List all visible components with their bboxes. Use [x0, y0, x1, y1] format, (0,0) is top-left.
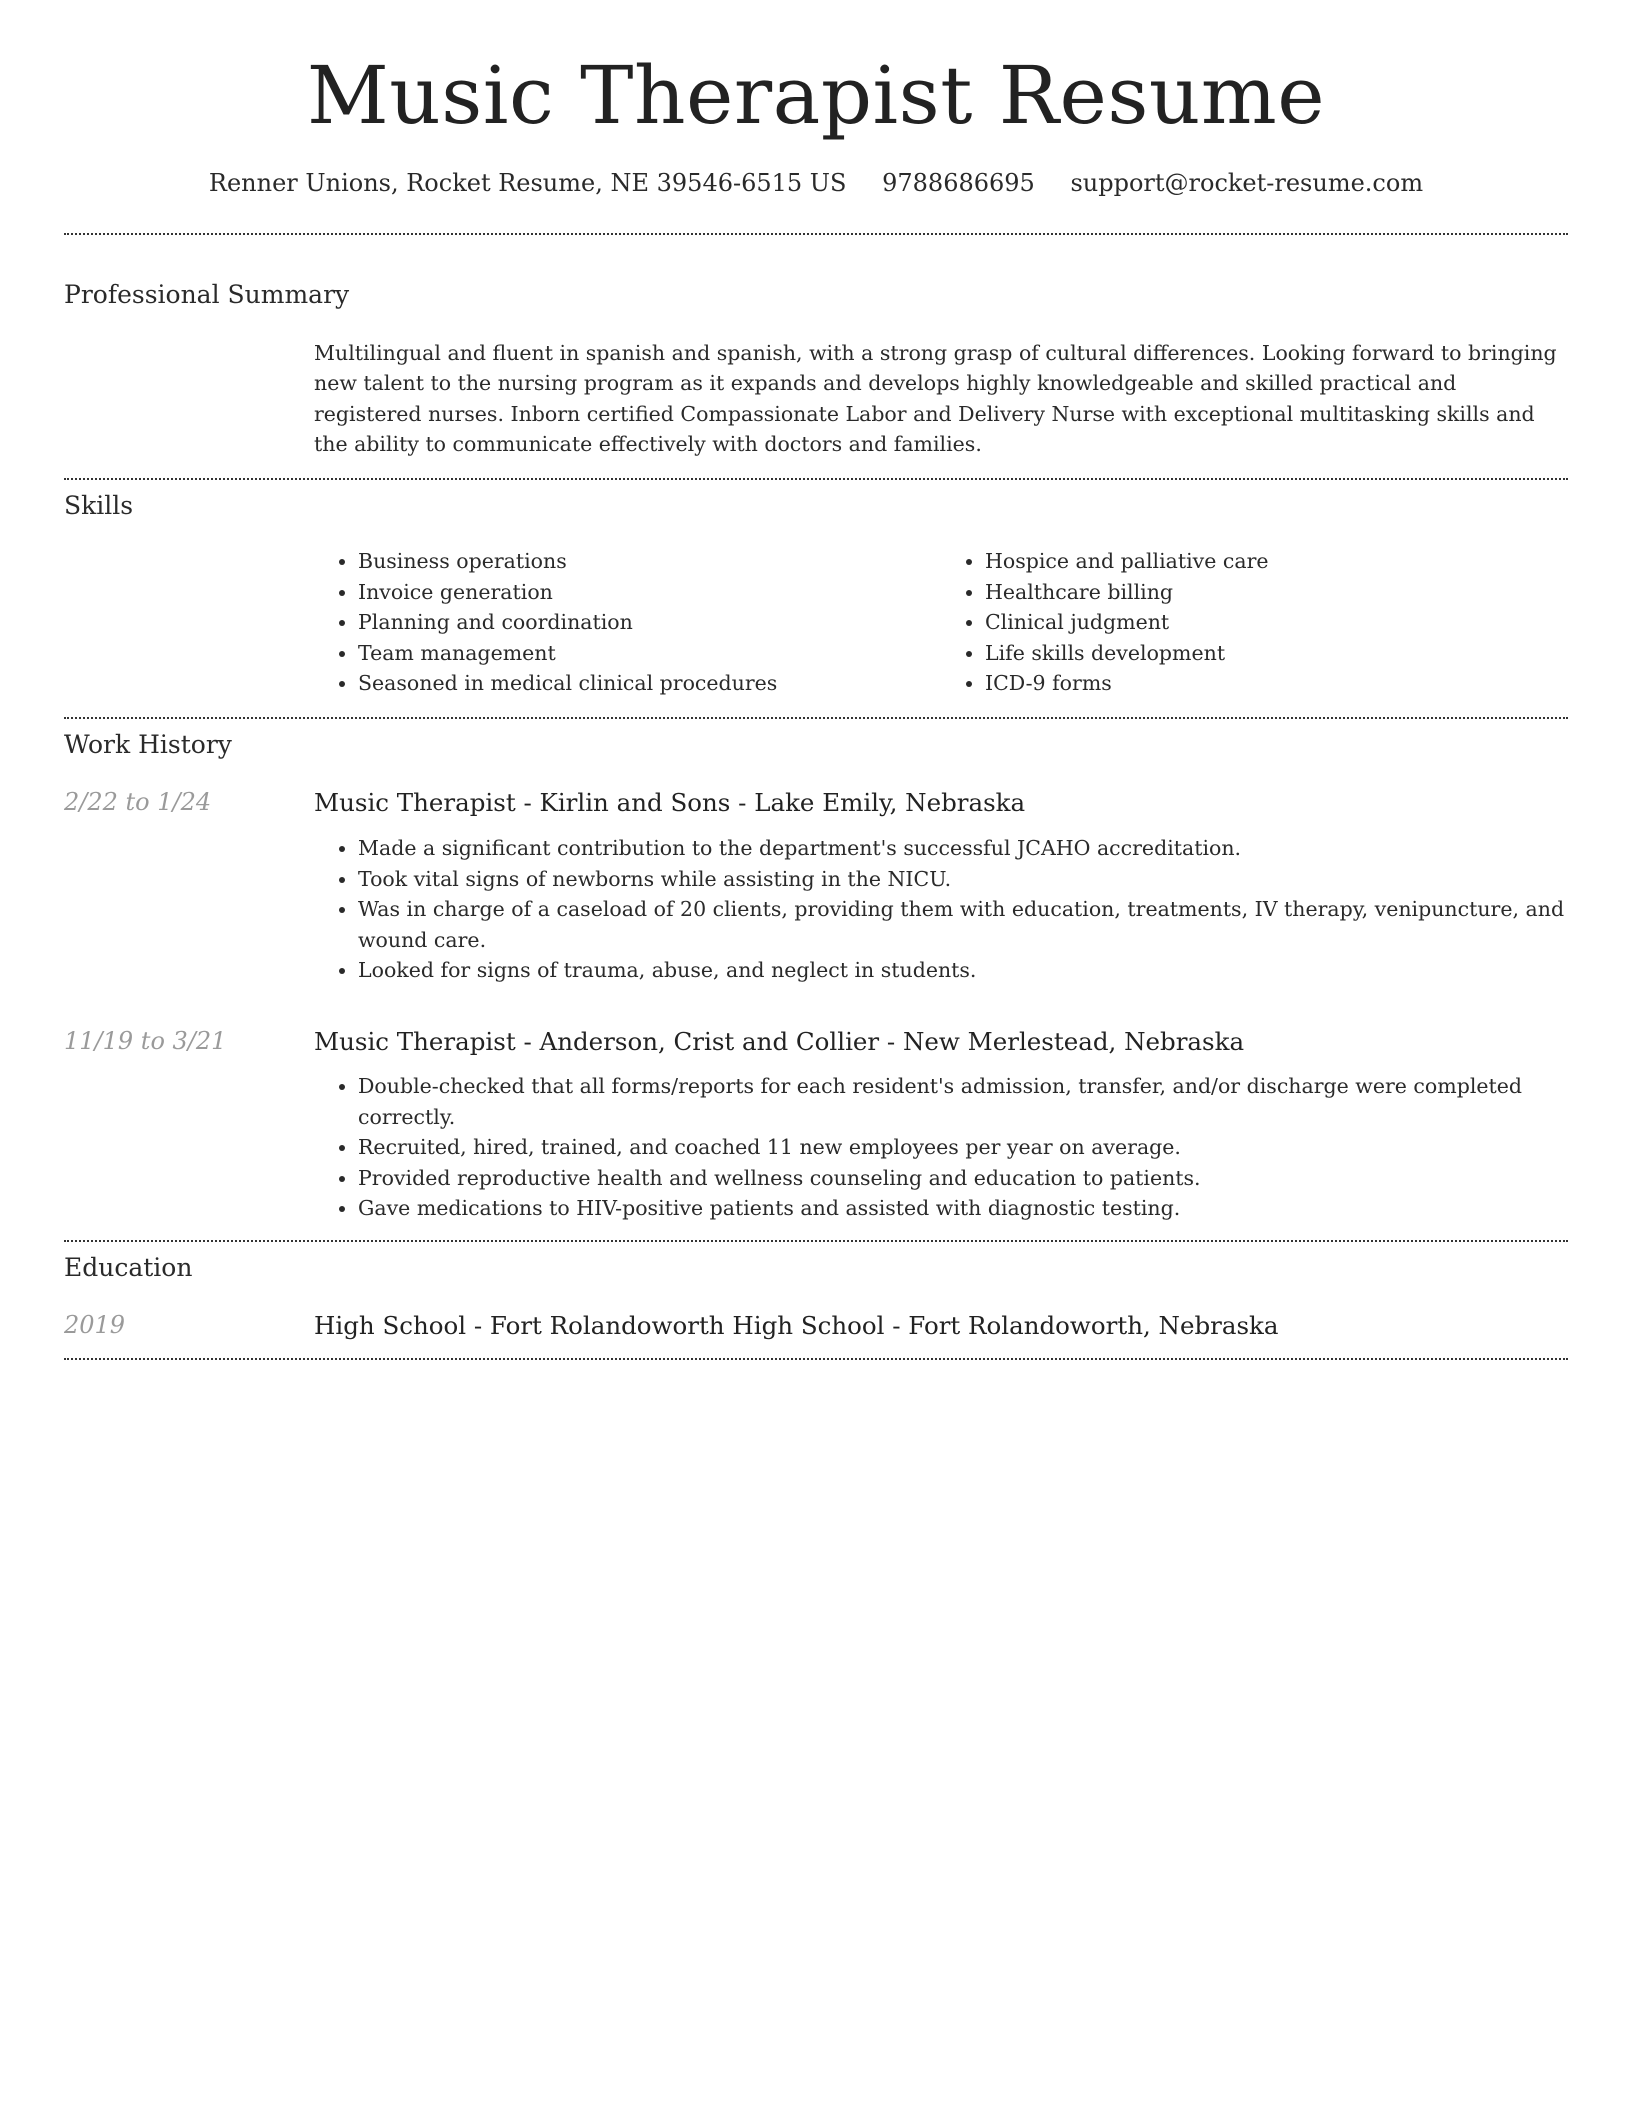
job-bullet: • Recruited, hired, trained, and coached 11 new employees per year on average. [358, 1132, 1568, 1163]
resume-page [64, 0, 1568, 1360]
job-bullet: • Looked for signs of trauma, abuse, and neglect in students. [358, 955, 1568, 986]
resume-title: Music Therapist Resume [306, 49, 1326, 142]
contact-line [64, 168, 1568, 199]
divider [64, 1358, 1568, 1360]
skills-list-right [941, 546, 1568, 699]
skill-item: • Team management [358, 638, 941, 669]
job-bullet: • Provided reproductive health and wellness counseling and education to patients. [358, 1163, 1568, 1194]
skill-item: • Healthcare billing [985, 577, 1568, 608]
skills-list-left [314, 546, 941, 699]
contact-phone: 9788686695 [882, 169, 1035, 197]
skill-item: • Hospice and palliative care [985, 546, 1568, 577]
summary-text: Multilingual and fluent in spanish and spanish, with a strong grasp of cultural differences. Looking forward to bringing new talent to the nursing program as it expands and develops highly knowledgeable and skilled practical and registered nurses. Inborn certified Compassionate Labor and Delivery Nurse with exceptional multitasking skills and the ability to communicate effectively with doctors and families. [314, 340, 1557, 457]
summary-section [64, 279, 1568, 460]
summary-heading: Professional Summary [64, 280, 350, 310]
job-title: Music Therapist - Kirlin and Sons - Lake Emily, Nebraska [314, 788, 1026, 818]
skill-item: • Seasoned in medical clinical procedures [358, 668, 941, 699]
contact-email: support@rocket-resume.com [1070, 169, 1424, 197]
education-entry [64, 1310, 1568, 1342]
skill-item: • Invoice generation [358, 577, 941, 608]
education-title: High School - Fort Rolandoworth High School - Fort Rolandoworth, Nebraska [314, 1311, 1279, 1341]
divider [64, 1240, 1568, 1242]
job-bullet: • Took vital signs of newborns while assisting in the NICU. [358, 864, 1568, 895]
skill-item: • ICD-9 forms [985, 668, 1568, 699]
job-bullet: • Was in charge of a caseload of 20 clients, providing them with education, treatments, IV therapy, venipuncture, and wound care. [358, 894, 1568, 955]
skills-section [64, 490, 1568, 699]
job-bullet: • Double-checked that all forms/reports for each resident's admission, transfer, and/or discharge were completed correctly. [358, 1071, 1568, 1132]
job-date: 11/19 to 3/21 [64, 1026, 227, 1055]
divider [64, 233, 1568, 235]
job-bullet: • Made a significant contribution to the department's successful JCAHO accreditation. [358, 833, 1568, 864]
education-date: 2019 [64, 1311, 126, 1340]
skills-heading: Skills [64, 490, 134, 520]
job-bullets [314, 1071, 1568, 1224]
job-entry [64, 1026, 1568, 1224]
skill-item: • Clinical judgment [985, 607, 1568, 638]
contact-address: Renner Unions, Rocket Resume, NE 39546-6515 US [208, 169, 847, 197]
education-section [64, 1252, 1568, 1342]
divider [64, 478, 1568, 480]
job-date: 2/22 to 1/24 [64, 788, 212, 817]
job-entry [64, 787, 1568, 985]
skill-item: • Planning and coordination [358, 607, 941, 638]
job-bullets [314, 833, 1568, 986]
skill-item: • Life skills development [985, 638, 1568, 669]
work-section [64, 729, 1568, 1224]
job-bullet: • Gave medications to HIV-positive patients and assisted with diagnostic testing. [358, 1193, 1568, 1224]
skill-item: • Business operations [358, 546, 941, 577]
divider [64, 717, 1568, 719]
education-heading: Education [64, 1252, 193, 1282]
job-title: Music Therapist - Anderson, Crist and Collier - New Merlestead, Nebraska [314, 1026, 1245, 1056]
work-heading: Work History [64, 729, 232, 759]
